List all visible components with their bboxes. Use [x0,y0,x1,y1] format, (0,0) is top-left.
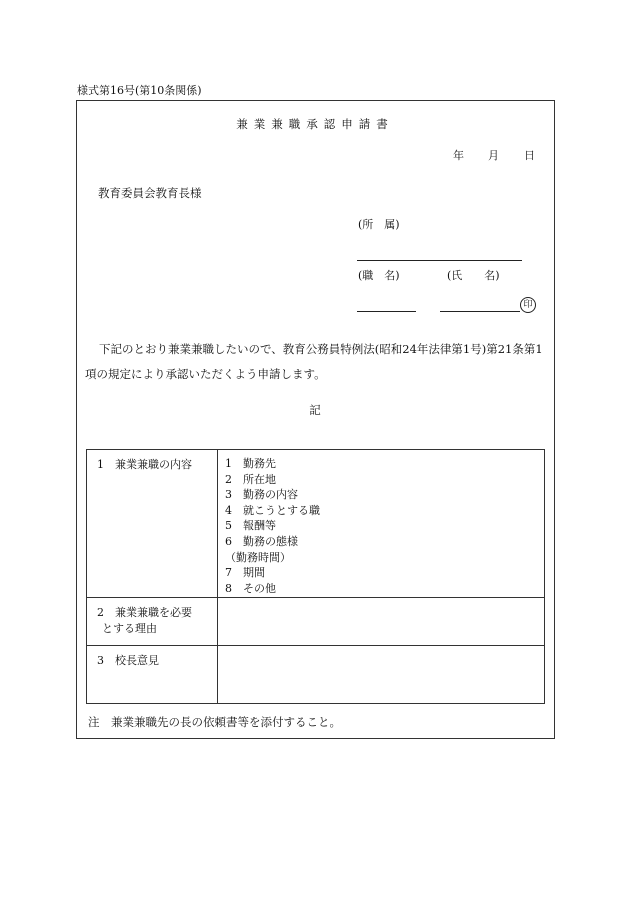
affiliation-label: (所 属) [358,218,400,231]
note: 注 兼業兼職先の長の依頼書等を添付すること。 [88,715,341,729]
request-text-line2: 項の規定により承認いただくよう申請します。 [85,367,326,381]
name-line [440,311,520,312]
name-label: (氏 名) [447,269,500,282]
row-label: 1 兼業兼職の内容 [87,450,218,598]
date-month-label: 月 [488,149,499,162]
list-item: 5 報酬等 [225,519,276,533]
position-line [357,311,416,312]
position-label: (職 名) [358,269,400,282]
principal-opinion-cell [218,646,545,704]
list-item: 8 その他 [225,581,276,595]
date-year-label: 年 [453,149,464,162]
list-item: 2 所在地 [225,472,276,486]
form-number: 様式第16号(第10条関係) [77,84,202,97]
ki-heading: 記 [309,403,321,417]
list-item: 1 勤務先 [225,457,276,470]
row-label: 2 兼業兼職を必要 とする理由 [87,598,218,646]
affiliation-line [357,260,522,261]
list-item: （勤務時間） [225,550,291,564]
list-item: 4 就こうとする職 [225,503,320,517]
form-title: 兼業兼職承認申請書 [236,117,394,131]
list-item: 3 勤務の内容 [225,488,298,502]
content-items [218,450,545,598]
reason-cell [218,598,545,646]
table-row [87,646,545,704]
table-row [87,598,545,646]
row-label: 3 校長意見 [87,646,218,704]
addressee: 教育委員会教育長様 [98,186,202,200]
list-item: 7 期間 [225,566,265,580]
list-item: 6 勤務の態様 [225,534,298,548]
application-table [86,449,545,704]
date-day-label: 日 [524,149,535,162]
request-text-line1: 下記のとおり兼業兼職したいので、教育公務員特例法(昭和24年法律第1号)第21条第1 [99,342,543,356]
table-row [87,450,545,598]
seal-mark: 印 [520,297,536,313]
